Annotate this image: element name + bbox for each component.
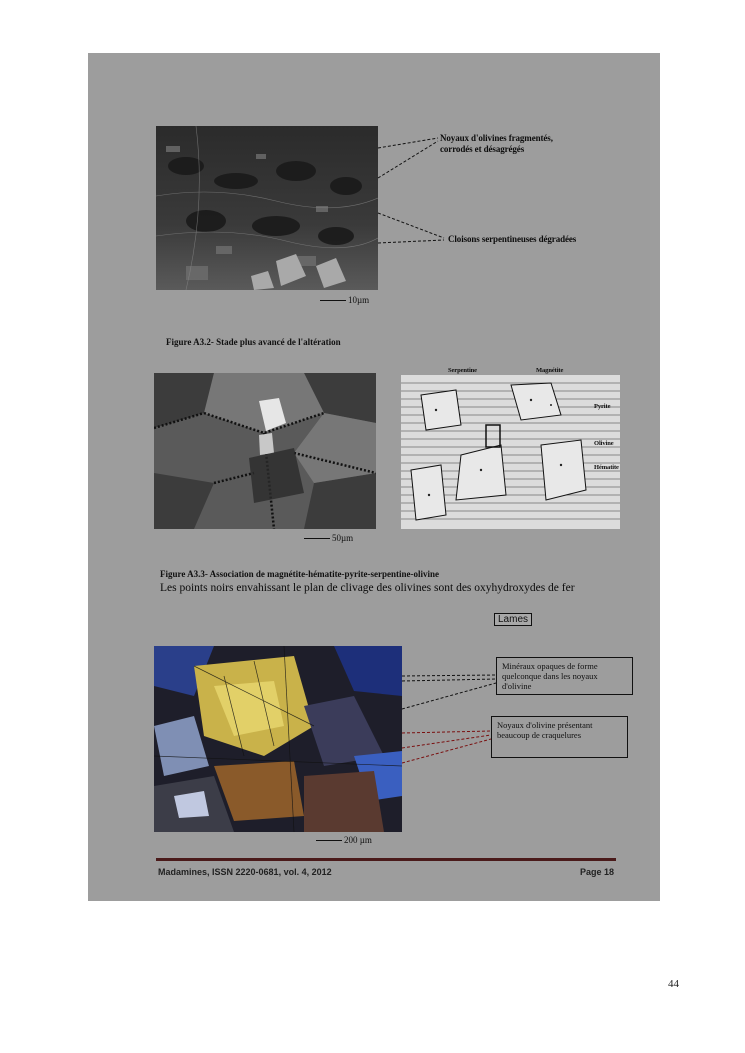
sketch-label-olivine: Olivine xyxy=(594,440,614,447)
micrograph-magnetite-association xyxy=(154,373,376,529)
micrograph-3-image xyxy=(154,646,402,832)
box-olivine-cracks xyxy=(491,716,628,758)
sketch-label-pyrite: Pyrite xyxy=(594,403,611,410)
figure1-scale xyxy=(320,295,369,305)
page-number: 44 xyxy=(668,978,679,990)
mineral-sketch xyxy=(401,375,620,529)
scale-bar xyxy=(316,840,342,841)
footer-rule xyxy=(156,858,616,861)
figure1-caption: Figure A3.2- Stade plus avancé de l'altération xyxy=(166,337,341,347)
box-olivine-cracks-text: Noyaux d'olivine présentant beaucoup de craquelures xyxy=(497,720,593,740)
scale-text: 10µm xyxy=(348,295,370,305)
sketch-image xyxy=(401,375,620,529)
figure3-scale xyxy=(316,835,372,845)
scale-bar xyxy=(304,538,330,539)
micrograph-polarized-olivine xyxy=(154,646,402,832)
lames-tag: Lames xyxy=(494,613,532,626)
sketch-label-hematite: Hématite xyxy=(594,464,619,471)
figure2-scale xyxy=(304,533,353,543)
figure1-label-noyaux-line1: Noyaux d'olivines fragmentés, xyxy=(440,133,553,143)
figure1-label-noyaux-line2: corrodés et désagrégés xyxy=(440,144,525,154)
sketch-label-magnetite: Magnétite xyxy=(536,367,564,374)
figure2-description: Les points noirs envahissant le plan de clivage des olivines sont des oxyhydroxydes de fer xyxy=(160,582,575,594)
micrograph-2-image xyxy=(154,373,376,529)
figure2-caption: Figure A3.3- Association de magnétite-hématite-pyrite-serpentine-olivine xyxy=(160,569,440,579)
footer-journal: Madamines, ISSN 2220-0681, vol. 4, 2012 xyxy=(158,867,332,877)
scale-text: 200 µm xyxy=(344,835,372,845)
figure1-label-cloisons: Cloisons serpentineuses dégradées xyxy=(448,234,577,244)
box-opaque-minerals-text: Minéraux opaques de forme quelconque dans les noyaux d'olivine xyxy=(502,661,598,691)
scale-text: 50µm xyxy=(332,533,354,543)
footer-page: Page 18 xyxy=(580,867,615,877)
sketch-label-serpentine: Serpentine xyxy=(448,367,477,374)
scale-bar xyxy=(320,300,346,301)
scanned-page xyxy=(88,53,660,901)
box-opaque-minerals xyxy=(496,657,633,695)
